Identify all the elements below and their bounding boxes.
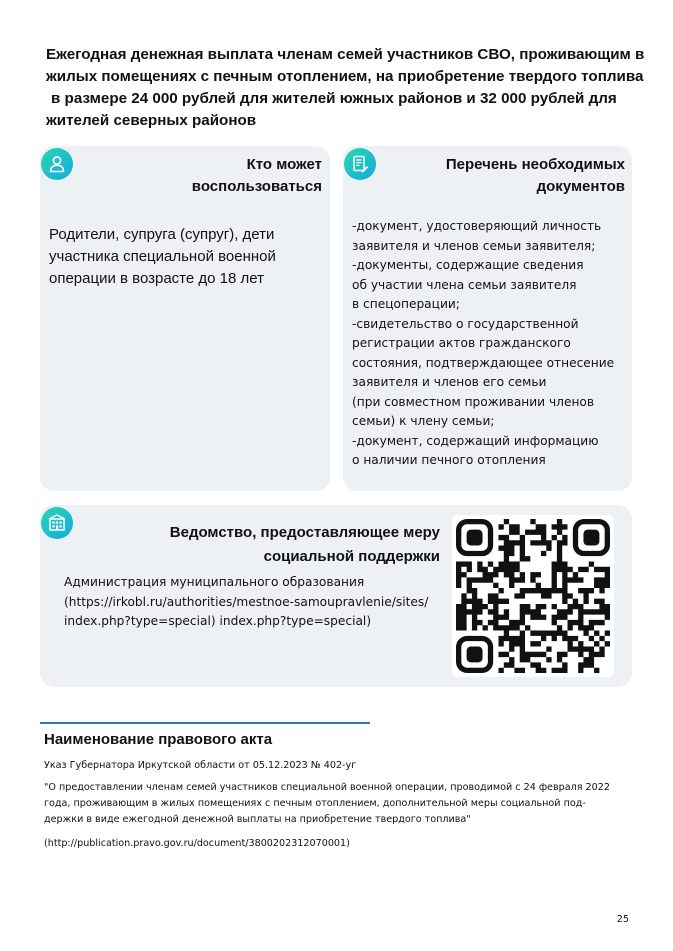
list-item: состояния, подтверждающее отнесение [352,355,615,370]
agency-card [40,505,632,687]
documents-list [352,217,627,471]
document-pen-icon [344,148,376,180]
page-number: 25 [616,914,629,925]
documents-heading: Перечень необходимых документов [445,156,625,195]
building-icon [41,507,73,539]
list-item: регистрации актов гражданского [352,336,571,350]
eligibility-heading: Кто может воспользоваться [191,156,322,195]
list-item: (при совместном проживании членов [352,394,595,409]
title-line: жителей северных районов [46,112,257,129]
title-line: жилых помещениях с печным отоплением, на приобретение твердого топлива [46,68,644,85]
person-icon [41,148,73,180]
page-title [46,44,645,132]
qr-code-icon[interactable] [452,515,614,677]
list-item: заявителя и членов семьи заявителя; [352,238,596,253]
eligibility-card [40,146,330,491]
section-divider [40,722,370,724]
list-item: в спецоперации; [352,297,460,311]
decree-title: "О предоставлении членам семей участников специальной военной операции, проводимой с 24 февраля 2022 года, проживающим в жилых помещениях с печным отоплением, дополнительной меры социальной под- держки в виде ежегодной денежной выплаты на приобретение твердого топлива" [44,782,610,825]
list-item: о наличии печного отопления [352,453,546,467]
decree-link[interactable]: (http://publication.pravo.gov.ru/document/3800202312070001) [44,838,350,849]
list-item: об участии члена семьи заявителя [352,277,577,292]
documents-card [343,146,632,491]
agency-text: Администрация муниципального образования (https://irkobl.ru/authorities/mestnoe-samoupravlenie/sites/ index.php?type=special) index.php?type=special) [64,573,444,632]
list-item: заявителя и членов его семьи [352,375,547,389]
title-line: Ежегодная денежная выплата членам семей участников СВО, проживающим в [46,46,645,63]
agency-heading: Ведомство, предоставляющее меру социальной поддержки [169,524,440,565]
decree-reference: Указ Губернатора Иркутской области от 05.12.2023 № 402-уг [44,760,357,771]
agency-link[interactable]: (https://irkobl.ru/authorities/mestnoe-samoupravlenie/sites/ [64,594,429,609]
list-item: -свидетельство о государственной [352,316,579,331]
list-item: -документ, содержащий информацию [352,433,599,448]
legal-act-heading: Наименование правового акта [44,731,273,748]
list-item: семьи) к члену семьи; [352,414,495,428]
title-line: в размере 24 000 рублей для жителей южных районов и 32 000 рублей для [51,90,617,107]
list-item: -документ, удостоверяющий личность [352,219,602,233]
agency-link[interactable]: index.php?type=special) index.php?type=special) [64,614,372,628]
list-item: -документы, содержащие сведения [352,258,584,272]
eligibility-text: Родители, супруга (супруг), дети участника специальной военной операции в возрасте до 18 лет [49,226,276,287]
